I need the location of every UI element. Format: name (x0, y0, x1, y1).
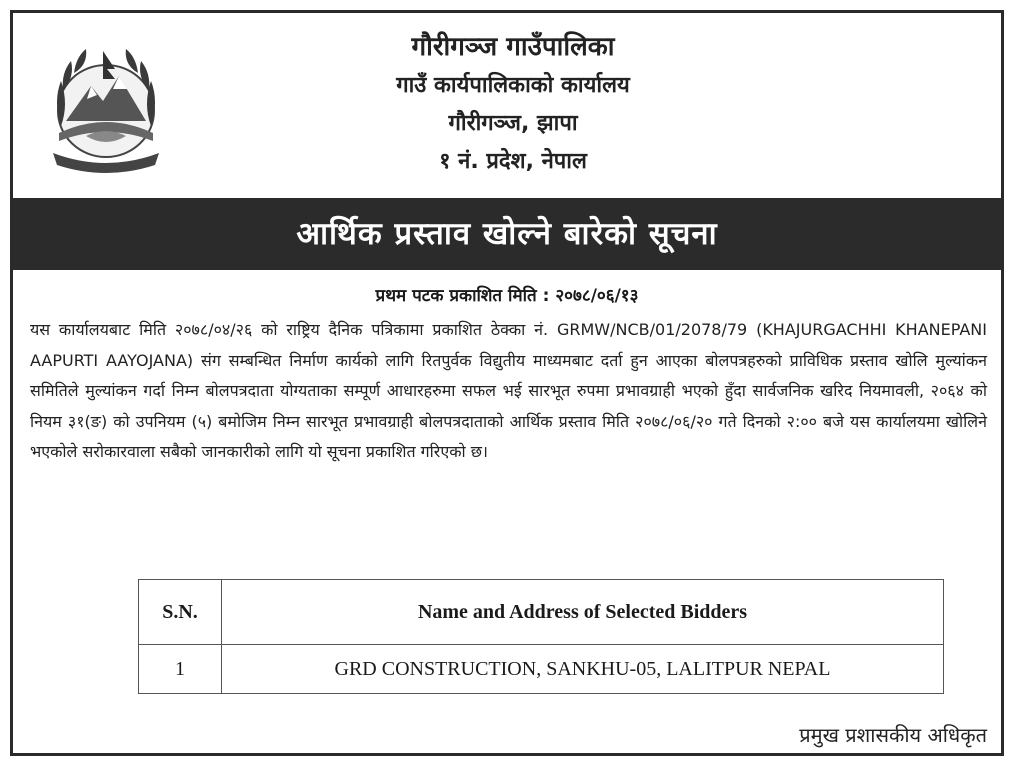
sn-header: S.N. (139, 580, 222, 645)
province-country: १ नं. प्रदेश, नेपाल (439, 149, 587, 174)
organization-block (213, 27, 813, 181)
signatory-title: प्रमुख प्रशासकीय अधिकृत (799, 723, 987, 747)
office-location: गौरीगञ्ज, झापा (448, 111, 578, 136)
first-published-date: प्रथम पटक प्रकाशित मिति : २०७८/०६/१३ (375, 286, 639, 306)
office-name: गाउँ कार्यपालिकाको कार्यालय (396, 73, 630, 98)
municipality-name: गौरीगञ्ज गाउँपालिका (411, 32, 615, 62)
notice-body: यस कार्यालयबाट मिति २०७८/०४/२६ को राष्ट्रिय दैनिक पत्रिकामा प्रकाशित ठेक्का नं. GRMW/NCB/01/2078/79 (KHAJURGACHHI KHANEPANI AAPURTI AAYOJANA) संग सम्बन्धित निर्माण कार्यको लागि रितपुर्वक विद्युतीय माध्यमबाट दर्ता हुन आएका बोलपत्रहरुको प्राविधिक प्रस्ताव खोलि मुल्यांकन समितिले मुल्यांकन गर्दा निम्न बोलपत्रदाता योग्यताका सम्पूर्ण आधारहरुमा सफल भई सारभूत रुपमा प्रभावग्राही भएको हुँदा सार्वजनिक खरिद नियमावली, २०६४ को नियम ३१(ङ) को उपनियम (५) बमोजिम निम्न सारभूत प्रभावग्राही बोलपत्रदाताको आर्थिक प्रस्ताव मिति २०७८/०६/२० गते दिनको २:०० बजे यस कार्यालयमा खोलिने भएकोले सरोकारवाला सबैको जानकारीको लागि यो सूचना प्रकाशित गरिएको छ। (30, 320, 987, 461)
header (13, 13, 1001, 198)
table-header-row (139, 580, 944, 645)
row-sn: 1 (139, 645, 222, 694)
bidders-table (138, 579, 944, 694)
notice-title: आर्थिक प्रस्ताव खोल्ने बारेको सूचना (13, 198, 1001, 270)
bidder-header: Name and Address of Selected Bidders (222, 580, 944, 645)
nepal-emblem-icon (41, 41, 171, 176)
row-bidder: GRD CONSTRUCTION, SANKHU-05, LALITPUR NEPAL (222, 645, 944, 694)
notice-frame (10, 10, 1004, 756)
table-row (139, 645, 944, 694)
